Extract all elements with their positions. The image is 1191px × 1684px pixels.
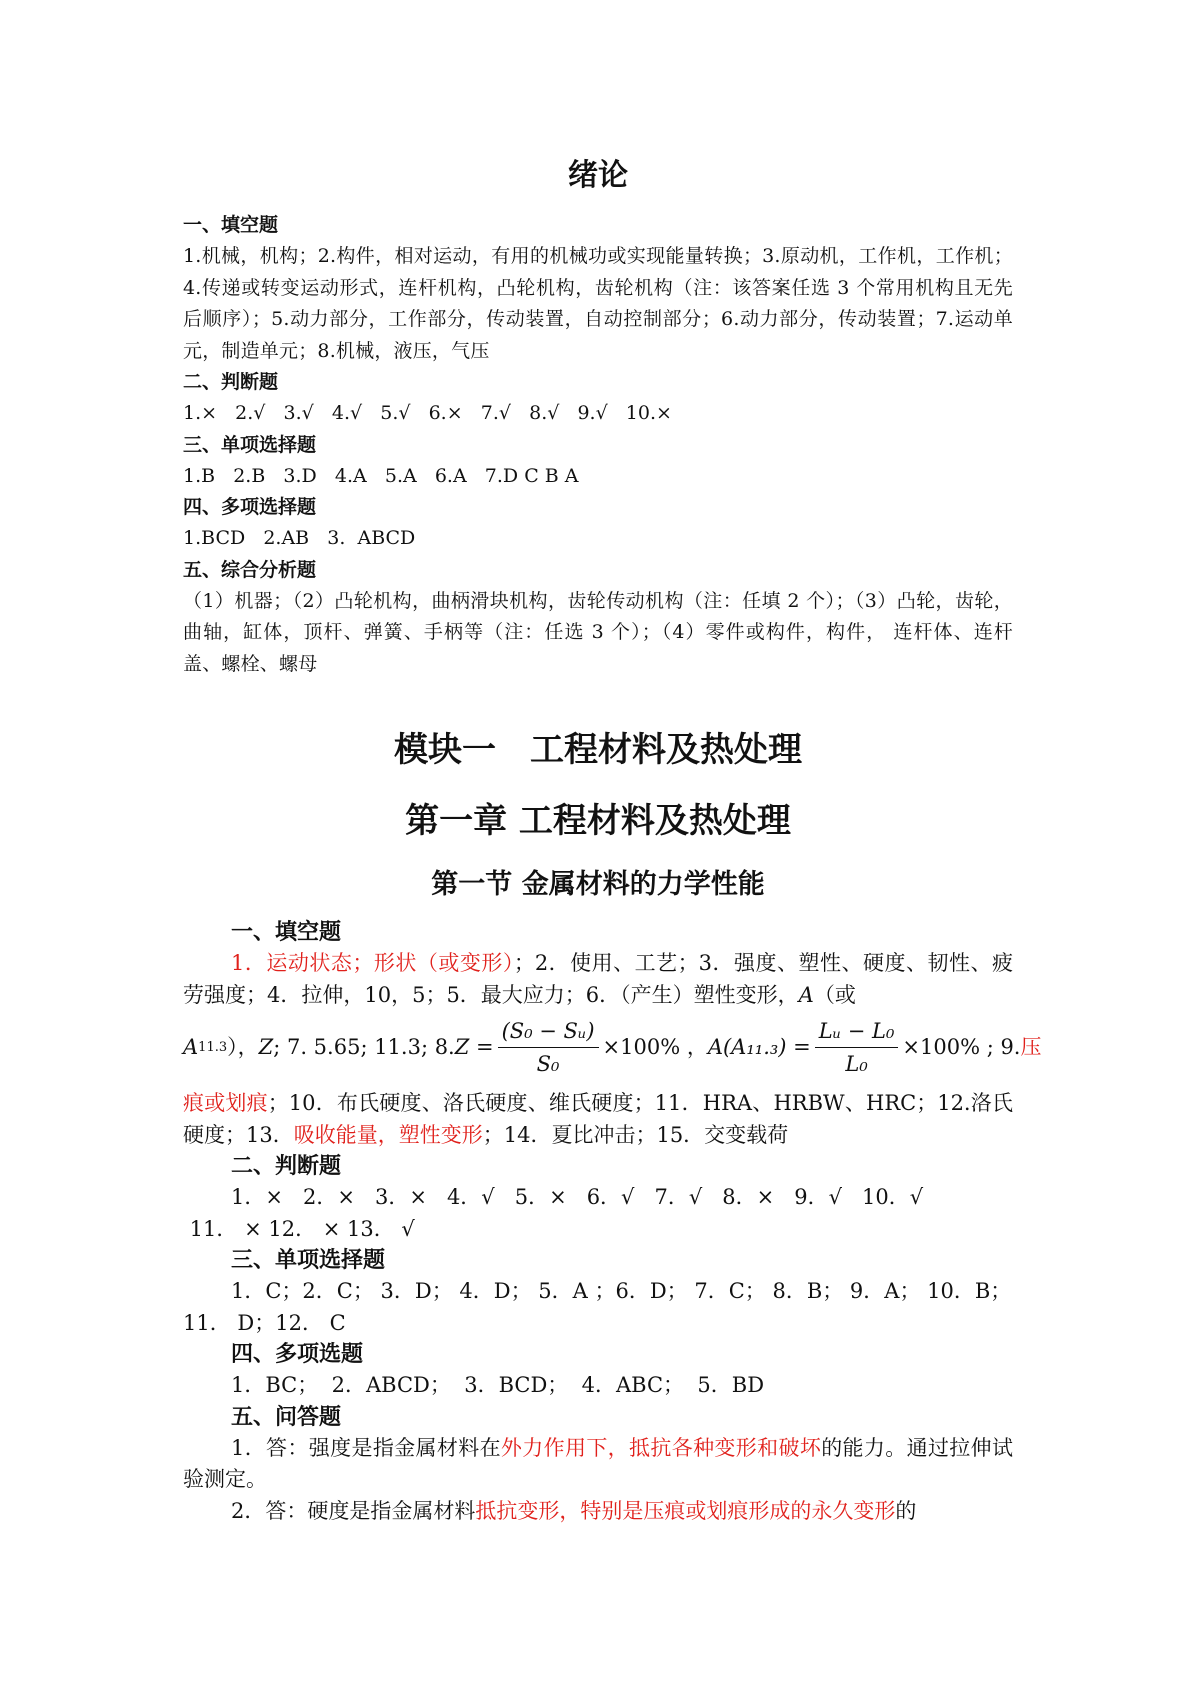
formula-Z-eq: Z = [454, 1034, 494, 1059]
highlight-qa-2: 抵抗变形，特别是压痕或划痕形成的永久变形 [475, 1498, 896, 1523]
intro-analysis-answers: （1）机器；（2）凸轮机构，曲柄滑块机构，齿轮传动机构（注：任填 2 个）；（3）凸轮，齿轮，曲轴，缸体，顶杆、弹簧、手柄等（注：任选 3 个）；（4）零件或构件，构件， 连杆体、连杆盖、螺栓、螺母 [183, 589, 1013, 675]
intro-multi-choice-answers: 1.BCD 2.AB 3. ABCD [183, 527, 416, 549]
fraction-reduction-of-area [498, 1017, 599, 1078]
true-false-row-1: 1．× 2．× 3．× 4．√ 5．× 6．√ 7．√ 8．× 9．√ 10．√ [231, 1185, 924, 1209]
highlight-qa-1: 外力作用下，抵抗各种变形和破坏 [500, 1435, 822, 1460]
formula-line [183, 1017, 1042, 1078]
true-false-heading: 二、判断题 [231, 1154, 342, 1179]
single-choice-row-2: 11． D；12． C [183, 1310, 346, 1335]
answer-text: 1．答：强度是指金属材料在 [231, 1435, 501, 1460]
formula-text: ; 7. 5.65; 11.3; 8. [273, 1034, 455, 1059]
fraction-denominator: S₀ [536, 1052, 560, 1076]
intro-single-choice-heading: 三、单项选择题 [183, 433, 317, 456]
intro-fill-blank-heading: 一、填空题 [183, 214, 279, 236]
answer-text: （或 [813, 982, 856, 1007]
formula-A-eq: A(A₁₁.₃) = [707, 1034, 811, 1059]
formula-text: ）， [227, 1034, 259, 1059]
fraction-elongation [815, 1017, 899, 1078]
chapter-title: 第一章 工程材料及热处理 [405, 801, 791, 841]
answer-text: ；10．布氏硬度、洛氏硬度、维氏硬度；11．HRA、HRBW、HRC；12.洛氏硬度；13． [183, 1091, 1014, 1147]
intro-true-false-answers: 1.× 2.√ 3.√ 4.√ 5.√ 6.× 7.√ 8.√ 9.√ 10.× [183, 402, 672, 424]
formula-text: ×100% ; 9. [902, 1034, 1021, 1059]
fraction-numerator: Lᵤ − L₀ [815, 1017, 899, 1048]
multi-choice-row: 1．BC； 2．ABCD； 3．BCD； 4．ABC； 5．BD [231, 1373, 765, 1397]
intro-multi-choice-heading: 四、多项选择题 [183, 496, 317, 518]
fraction-denominator: L₀ [845, 1052, 868, 1076]
formula-text: ×100% ， [602, 1034, 708, 1059]
fill-blank-heading: 一、填空题 [231, 920, 342, 945]
answer-text: ；2．使用、工艺；3．强度、塑性、硬度、韧性、疲劳强度；4．拉伸，10，5；5．最大应力；6．（产生）塑性变形， [183, 951, 1013, 1007]
intro-title: 绪论 [568, 158, 628, 193]
highlight-answer-1: 1．运动状态；形状（或变形） [231, 951, 514, 975]
section-title: 第一节 金属材料的力学性能 [431, 869, 765, 900]
fill-blank-paragraph-1 [183, 948, 1013, 1011]
true-false-row-2: 11． × 12． × 13． √ [183, 1216, 415, 1241]
single-choice-heading: 三、单项选择题 [231, 1248, 386, 1273]
symbol-A: A [798, 982, 814, 1007]
subscript-113: 11.3 [198, 1039, 228, 1055]
intro-true-false-heading: 二、判断题 [183, 371, 279, 393]
intro-fill-blank-answers: 1.机械，机构；2.构件，相对运动，有用的机械功或实现能量转换；3.原动机，工作机，工作机；4.传递或转变运动形式，连杆机构，凸轮机构，齿轮机构（注：该答案任选 3 个常用机构且无先后顺序）；5.动力部分，工作部分，传动装置，自动控制部分；6.动力部分，传动装置；7.运动单元，制造单元；8.机械，液压，气压 [183, 245, 1013, 362]
answer-text: 的 [895, 1498, 917, 1523]
symbol-Z: Z [258, 1034, 274, 1059]
highlight-answer-13: 吸收能量，塑性变形 [293, 1122, 483, 1147]
answer-text: ；14．夏比冲击；15．交变载荷 [482, 1122, 789, 1147]
multi-choice-heading: 四、多项选题 [231, 1342, 364, 1367]
fill-blank-paragraph-2 [183, 1088, 1013, 1151]
answer-text: 2．答：硬度是指金属材料 [231, 1498, 476, 1523]
qa-heading: 五、问答题 [231, 1404, 342, 1430]
fraction-numerator: (S₀ − Sᵤ) [498, 1017, 599, 1048]
single-choice-row-1: 1．C；2．C； 3．D； 4．D； 5．A ；6．D； 7．C； 8．B； 9．A； 10．B； [231, 1279, 1012, 1303]
intro-single-choice-answers: 1.B 2.B 3.D 4.A 5.A 6.A 7.D C B A [183, 464, 579, 487]
highlight-answer-9b: 痕或划痕 [183, 1091, 268, 1115]
answer-text: 的能力。通过拉伸试验测定。 [183, 1435, 1013, 1491]
qa-answer-2 [183, 1496, 1013, 1528]
intro-analysis-heading: 五、综合分析题 [183, 558, 317, 581]
module-title: 模块一 工程材料及热处理 [394, 730, 802, 770]
symbol-A113: A [183, 1034, 199, 1059]
document-page [183, 150, 1042, 1527]
qa-answer-1 [183, 1433, 1013, 1496]
highlight-answer-9a: 压 [1020, 1034, 1042, 1059]
